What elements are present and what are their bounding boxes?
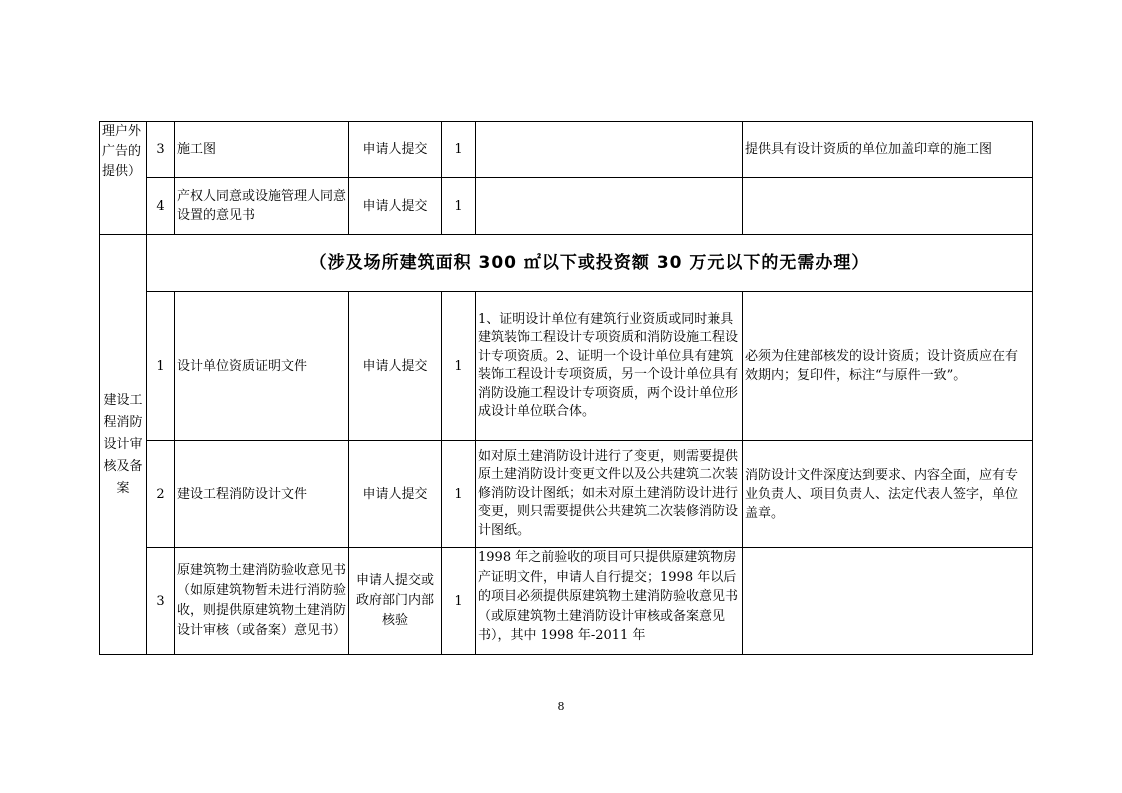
table-row <box>100 292 1033 441</box>
copies: 1 <box>442 292 476 441</box>
material-name: 建设工程消防设计文件 <box>175 441 349 548</box>
material-requirement: 如对原土建消防设计进行了变更，则需要提供原土建消防设计变更文件以及公共建筑二次装修消防设计图纸；如未对原土建消防设计进行变更，则只需要提供公共建筑二次装修消防设计图纸。 <box>476 441 743 548</box>
material-source: 申请人提交 <box>349 292 442 441</box>
material-name: 设计单位资质证明文件 <box>175 292 349 441</box>
material-name: 施工图 <box>175 122 349 178</box>
table-row <box>100 122 1033 178</box>
material-note: 消防设计文件深度达到要求、内容全面，应有专业负责人、项目负责人、法定代表人签字，单位盖章。 <box>743 441 1033 548</box>
material-requirement: 1998 年之前验收的项目可只提供原建筑物房产证明文件，申请人自行提交；1998 年以后的项目必须提供原建筑物土建消防验收意见书（或原建筑物土建消防设计审核或备案意见书），其中 1998 年-2011 年 <box>476 548 743 655</box>
material-note: 提供具有设计资质的单位加盖印章的施工图 <box>743 122 1033 178</box>
row-number: 3 <box>147 548 175 655</box>
material-requirement <box>476 122 743 178</box>
copies: 1 <box>442 441 476 548</box>
copies: 1 <box>442 122 476 178</box>
exemption-banner: （涉及场所建筑面积 300 ㎡以下或投资额 30 万元以下的无需办理） <box>147 235 1033 292</box>
materials-table <box>99 121 1033 655</box>
material-note: 必须为住建部核发的设计资质；设计资质应在有效期内；复印件，标注“与原件一致”。 <box>743 292 1033 441</box>
material-source: 申请人提交 <box>349 178 442 235</box>
material-requirement <box>476 178 743 235</box>
table-row <box>100 441 1033 548</box>
table-row <box>100 548 1033 655</box>
row-number: 1 <box>147 292 175 441</box>
material-source: 申请人提交 <box>349 122 442 178</box>
copies: 1 <box>442 548 476 655</box>
material-note <box>743 548 1033 655</box>
row-number: 4 <box>147 178 175 235</box>
material-source: 申请人提交或政府部门内部核验 <box>349 548 442 655</box>
page-number: 8 <box>557 700 565 713</box>
group-label-fire-design: 建设工程消防设计审核及备案 <box>100 235 147 655</box>
material-name: 产权人同意或设施管理人同意设置的意见书 <box>175 178 349 235</box>
table-row <box>100 178 1033 235</box>
row-number: 2 <box>147 441 175 548</box>
material-requirement: 1、证明设计单位有建筑行业资质或同时兼具建筑装饰工程设计专项资质和消防设施工程设计专项资质。2、证明一个设计单位具有建筑装饰工程设计专项资质，另一个设计单位具有消防设施工程设计专项资质，两个设计单位形成设计单位联合体。 <box>476 292 743 441</box>
material-name: 原建筑物土建消防验收意见书（如原建筑物暂未进行消防验收，则提供原建筑物土建消防设计审核（或备案）意见书） <box>175 548 349 655</box>
row-number: 3 <box>147 122 175 178</box>
material-note <box>743 178 1033 235</box>
group-label-outdoor-ad: 理户外广告的提供） <box>100 122 147 235</box>
material-source: 申请人提交 <box>349 441 442 548</box>
copies: 1 <box>442 178 476 235</box>
table-row <box>100 235 1033 292</box>
